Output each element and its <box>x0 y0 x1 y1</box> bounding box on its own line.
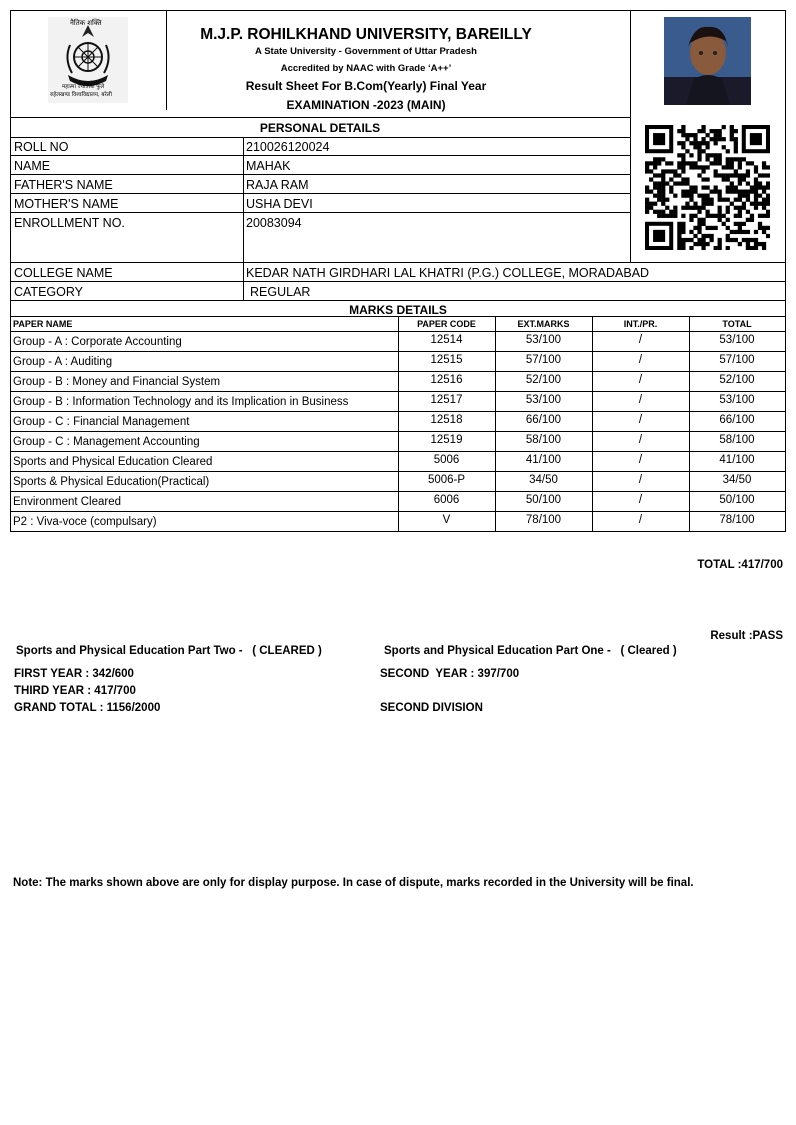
col-paper-code: PAPER CODE <box>417 319 476 329</box>
paper-name: Group - A : Auditing <box>13 356 113 368</box>
table-row <box>0 371 796 391</box>
logo-text-1: महात्मा ज्योतिबा फुले <box>62 84 105 90</box>
paper-name: Environment Cleared <box>13 496 122 508</box>
college-label: COLLEGE NAME <box>14 266 113 280</box>
row-total: 53/100 <box>719 334 755 346</box>
paper-code: 12515 <box>430 354 463 366</box>
paper-name: Group - B : Information Technology and its Implication in Business <box>13 396 349 408</box>
paper-code: 12518 <box>430 414 463 426</box>
table-row <box>0 391 796 411</box>
grand-total: GRAND TOTAL : 1156/2000 <box>14 702 161 714</box>
division: SECOND DIVISION <box>380 702 483 714</box>
col-int-pr: INT./PR. <box>623 319 658 329</box>
college-value: KEDAR NATH GIRDHARI LAL KHATRI (P.G.) COLLEGE, MORADABAD <box>246 266 650 280</box>
accreditation: Accredited by NAAC with Grade ‘A++’ <box>280 63 452 74</box>
table-row <box>0 511 796 531</box>
paper-code: V <box>442 514 451 526</box>
paper-code: 12517 <box>430 394 463 406</box>
int-pr: / <box>638 414 643 426</box>
int-pr: / <box>638 334 643 346</box>
total-marks: TOTAL :417/700 <box>697 559 783 571</box>
ext-marks: 58/100 <box>525 434 562 446</box>
personal-details-heading: PERSONAL DETAILS <box>259 121 381 135</box>
table-row <box>0 451 796 471</box>
row-total: 50/100 <box>719 494 755 506</box>
qr-code-icon <box>645 125 770 250</box>
row-total: 58/100 <box>719 434 755 446</box>
category-value: REGULAR <box>250 285 311 299</box>
row-total: 57/100 <box>719 354 755 366</box>
third-year-marks: THIRD YEAR : 417/700 <box>14 685 136 697</box>
category-label: CATEGORY <box>14 285 83 299</box>
ext-marks: 78/100 <box>525 514 562 526</box>
paper-code: 5006-P <box>427 474 466 486</box>
int-pr: / <box>638 514 643 526</box>
paper-name: Sports & Physical Education(Practical) <box>13 476 210 488</box>
result-sheet-title: Result Sheet For B.Com(Yearly) Final Year <box>245 79 487 93</box>
ext-marks: 53/100 <box>525 394 562 406</box>
int-pr: / <box>638 434 643 446</box>
student-photo <box>664 17 751 105</box>
row-total: 78/100 <box>719 514 755 526</box>
father-value: RAJA RAM <box>246 178 309 192</box>
disclaimer-note: Note: The marks shown above are only for display purpose. In case of dispute, marks recorded in the University will be final. <box>13 877 694 889</box>
table-row <box>0 431 796 451</box>
ext-marks: 50/100 <box>525 494 562 506</box>
sports-part-two: Sports and Physical Education Part Two - ( CLEARED ) <box>16 645 322 657</box>
university-name: M.J.P. ROHILKHAND UNIVERSITY, BAREILLY <box>200 26 532 43</box>
paper-code: 12519 <box>430 434 463 446</box>
roll-no-label: ROLL NO <box>14 140 69 154</box>
mother-label: MOTHER'S NAME <box>14 197 119 211</box>
examination-title: EXAMINATION -2023 (MAIN) <box>286 98 446 112</box>
row-total: 41/100 <box>719 454 755 466</box>
int-pr: / <box>638 374 643 386</box>
ext-marks: 57/100 <box>525 354 562 366</box>
paper-name: P2 : Viva-voce (compulsary) <box>13 516 157 528</box>
int-pr: / <box>638 494 643 506</box>
col-total: TOTAL <box>722 319 752 329</box>
paper-name: Group - C : Management Accounting <box>13 436 200 448</box>
int-pr: / <box>638 454 643 466</box>
university-seal-icon <box>48 17 128 103</box>
paper-name: Group - B : Money and Financial System <box>13 376 221 388</box>
paper-name: Sports and Physical Education Cleared <box>13 456 213 468</box>
col-paper-name: PAPER NAME <box>13 319 73 329</box>
row-total: 34/50 <box>722 474 752 486</box>
first-year-marks: FIRST YEAR : 342/600 <box>14 668 134 680</box>
ext-marks: 41/100 <box>525 454 562 466</box>
father-label: FATHER'S NAME <box>14 178 113 192</box>
col-ext-marks: EXT.MARKS <box>517 319 570 329</box>
university-subtitle: A State University - Government of Uttar Pradesh <box>255 46 477 57</box>
name-value: MAHAK <box>246 159 291 173</box>
roll-no-value: 210026120024 <box>246 140 330 154</box>
paper-code: 6006 <box>433 494 460 506</box>
int-pr: / <box>638 394 643 406</box>
mother-value: USHA DEVI <box>246 197 313 211</box>
name-label: NAME <box>14 159 51 173</box>
row-total: 66/100 <box>719 414 755 426</box>
marks-details-heading: MARKS DETAILS <box>349 303 447 317</box>
table-row <box>0 491 796 511</box>
logo-text-top: नैतिक शक्ति <box>70 19 102 27</box>
second-year-marks: SECOND YEAR : 397/700 <box>380 668 520 680</box>
paper-code: 12516 <box>430 374 463 386</box>
row-total: 53/100 <box>719 394 755 406</box>
result-status: Result :PASS <box>710 630 783 642</box>
ext-marks: 52/100 <box>525 374 562 386</box>
table-row <box>0 351 796 371</box>
table-row <box>0 411 796 431</box>
paper-name: Group - A : Corporate Accounting <box>13 336 182 348</box>
int-pr: / <box>638 474 643 486</box>
ext-marks: 34/50 <box>529 474 558 486</box>
logo-text-2: रुहेलखण्ड विश्वविद्यालय, बरेली <box>50 92 112 98</box>
sports-part-one: Sports and Physical Education Part One - ( Cleared ) <box>384 645 677 657</box>
paper-code: 12514 <box>430 334 463 346</box>
ext-marks: 53/100 <box>525 334 562 346</box>
paper-code: 5006 <box>433 454 460 466</box>
int-pr: / <box>638 354 643 366</box>
table-row <box>0 331 796 351</box>
table-row <box>0 471 796 491</box>
row-total: 52/100 <box>719 374 755 386</box>
ext-marks: 66/100 <box>525 414 562 426</box>
enrollment-value: 20083094 <box>246 216 302 230</box>
paper-name: Group - C : Financial Management <box>13 416 190 428</box>
enrollment-label: ENROLLMENT NO. <box>14 216 125 230</box>
